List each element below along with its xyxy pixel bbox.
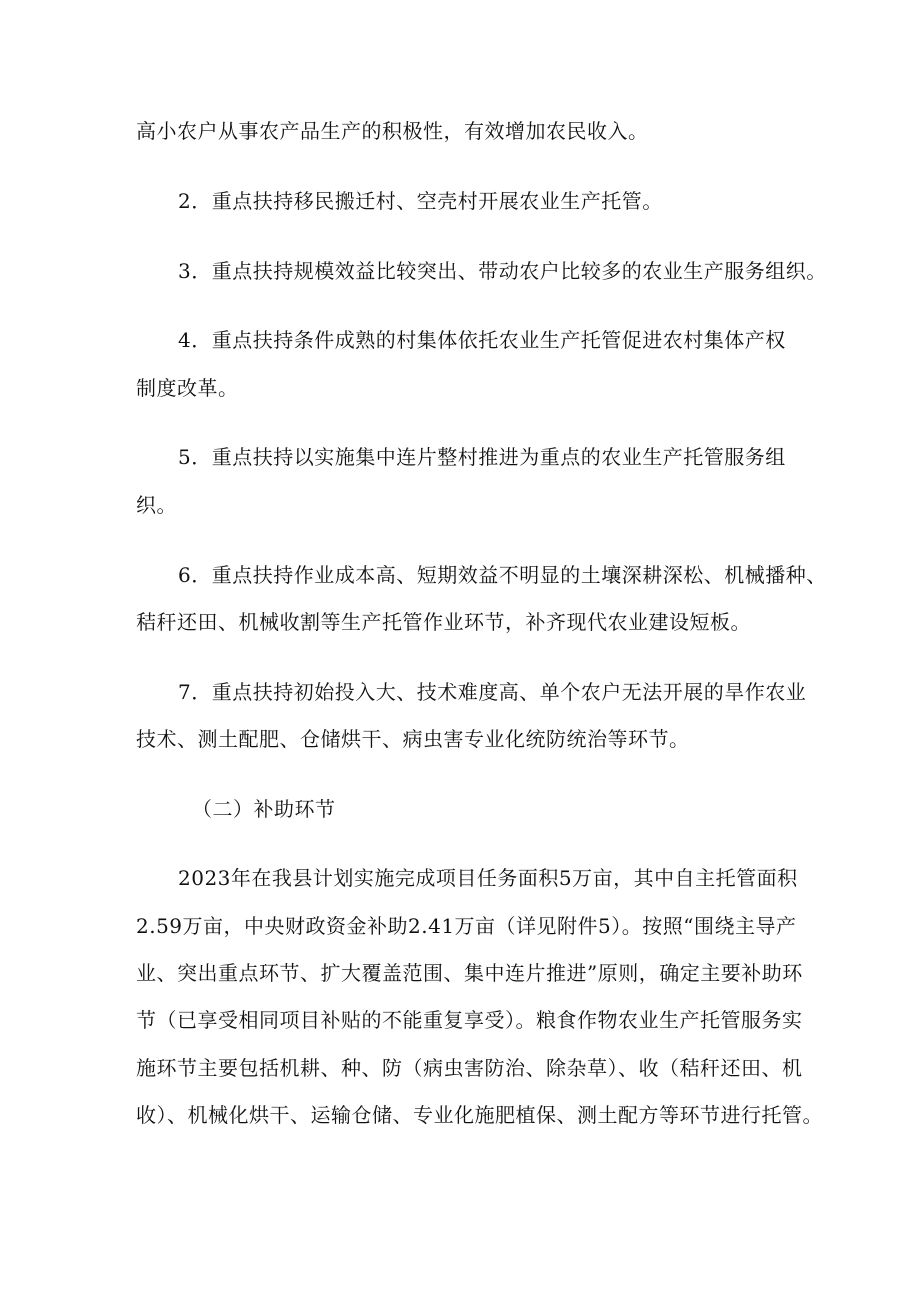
paragraph-line: 收）、机械化烘干、运输仓储、专业化施肥植保、测土配方等环节进行托管。 (136, 1103, 823, 1127)
paragraph-line: 织。 (136, 493, 177, 517)
paragraph-line: 6．重点扶持作业成本高、短期效益不明显的土壤深耕深松、机械播种、 (178, 563, 827, 587)
paragraph-line: 5．重点扶持以实施集中连片整村推进为重点的农业生产托管服务组 (178, 445, 786, 469)
paragraph-line: 7．重点扶持初始投入大、技术难度高、单个农户无法开展的旱作农业 (178, 680, 807, 704)
paragraph-line: 2．重点扶持移民搬迁村、空壳村开展农业生产托管。 (178, 189, 663, 213)
paragraph-line: 节（已享受相同项目补贴的不能重复享受）。粮食作物农业生产托管服务实 (136, 1008, 803, 1032)
paragraph-line: 4．重点扶持条件成熟的村集体依托农业生产托管促进农村集体产权 (178, 328, 786, 352)
paragraph-line: 制度改革。 (136, 376, 239, 400)
paragraph-line: 技术、测土配肥、仓储烘干、病虫害专业化统防统治等环节。 (136, 727, 690, 751)
paragraph-line: 2.59万亩，中央财政资金补助2.41万亩（详见附件5）。按照“围绕主导产 (136, 914, 797, 938)
paragraph-line: 高小农户从事农产品生产的积极性，有效增加农民收入。 (136, 119, 649, 143)
paragraph-line: 3．重点扶持规模效益比较突出、带动农户比较多的农业生产服务组织。 (178, 259, 827, 283)
section-heading: （二）补助环节 (192, 797, 336, 821)
paragraph-line: 秸秆还田、机械收割等生产托管作业环节，补齐现代农业建设短板。 (136, 610, 751, 634)
paragraph-line: 2023年在我县计划实施完成项目任务面积5万亩，其中自主托管面积 (178, 866, 798, 890)
paragraph-line: 业、突出重点环节、扩大覆盖范围、集中连片推进”原则，确定主要补助环 (136, 961, 803, 985)
paragraph-line: 施环节主要包括机耕、种、防（病虫害防治、除杂草）、收（秸秆还田、机 (136, 1056, 803, 1080)
